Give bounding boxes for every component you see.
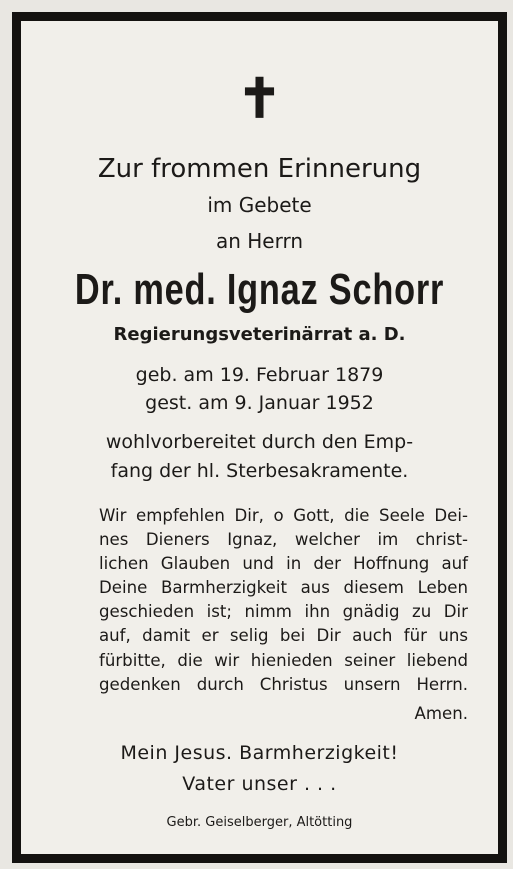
sacraments-line-1: wohlvorbereitet durch den Emp-	[105, 431, 414, 453]
deceased-title: Regierungsveterinärrat a. D.	[113, 324, 406, 345]
closing-invocation: Mein Jesus. Barmherzigkeit!	[120, 742, 399, 764]
printer-credit: Gebr. Geiselberger, Altötting	[166, 815, 353, 830]
prayer-line: geschieden ist; nimm ihn gnädig zu Dir	[99, 602, 468, 622]
prayer-line: lichen Glauben und in der Hoffnung auf	[99, 554, 468, 574]
prayer-intro: im Gebete	[207, 193, 312, 217]
memorial-card	[12, 12, 507, 863]
amen: Amen.	[414, 704, 468, 723]
cross-icon: ✝	[236, 66, 283, 130]
closing-prayer: Vater unser . . .	[182, 773, 337, 795]
prayer-line: nes Dieners Ignaz, welcher im christ-	[99, 530, 468, 550]
card-content	[21, 21, 498, 854]
prayer-line: fürbitte, die wir hienieden seiner liebend	[99, 650, 468, 670]
addressee: an Herrn	[215, 229, 304, 253]
prayer-text	[99, 504, 468, 697]
sacraments-line-2: fang der hl. Sterbesakramente.	[110, 460, 409, 482]
deceased-name: Dr. med. Ignaz Schorr	[74, 265, 445, 314]
prayer-line: Wir empfehlen Dir, o Gott, die Seele Dei-	[99, 506, 468, 525]
prayer-line: auf, damit er selig bei Dir auch für uns	[99, 626, 468, 646]
death-date: gest. am 9. Januar 1952	[145, 392, 374, 414]
prayer-line: Deine Barmherzigkeit aus diesem Leben	[99, 578, 468, 598]
birth-date: geb. am 19. Februar 1879	[135, 364, 384, 386]
heading: Zur frommen Erinnerung	[97, 154, 422, 184]
prayer-line: gedenken durch Christus unsern Herrn.	[99, 674, 468, 694]
